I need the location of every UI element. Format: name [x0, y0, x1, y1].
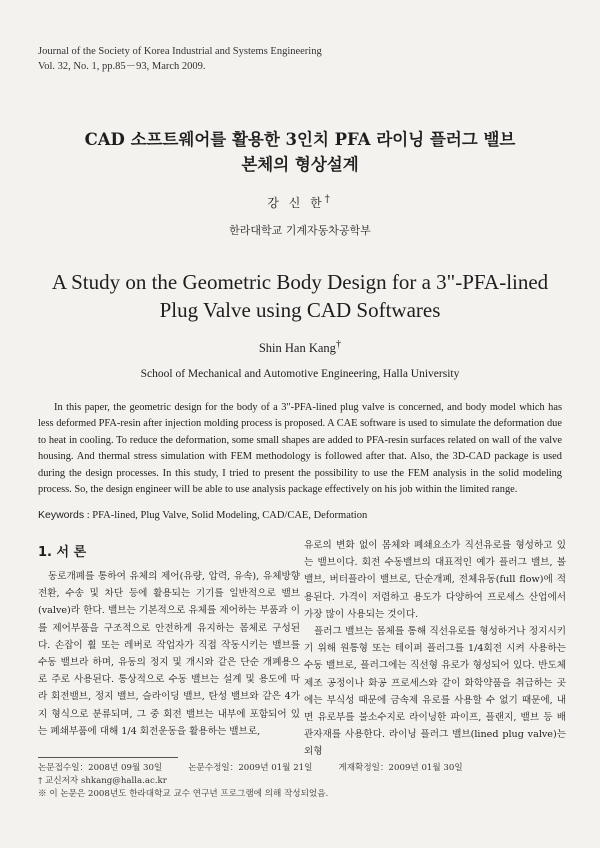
journal-header	[38, 44, 322, 74]
body-column-right	[304, 537, 566, 761]
korean-author-mark: †	[324, 194, 333, 205]
korean-affiliation: 한라대학교 기계자동차공학부	[229, 224, 371, 237]
section-heading: 1. 서 론	[38, 545, 87, 560]
english-affiliation: School of Mechanical and Automotive Engineering, Halla University	[140, 368, 460, 380]
english-author	[0, 339, 600, 356]
corresponding-author: † 교신저자 shkang@halla.ac.kr	[38, 776, 167, 786]
footnotes	[38, 762, 489, 801]
korean-title-line2: 본체의 형상설계	[241, 155, 359, 174]
korean-title	[0, 127, 600, 177]
journal-volume: Vol. 32, No. 1, pp.85－93, March 2009.	[38, 61, 206, 72]
body-paragraph: 동로개폐를 통하여 유체의 제어(유량, 압력, 유속), 유체방향전환, 수송 및 차단 등에 활용되는 기기를 일반적으로 밸브(valve)라 한다. 밸브는 기본적으로 유체를 제어하는 부품과 이를 제어부품을 구조적으로 안전하게 유지하는 몸체로 구성된다. 손잡이 휠 또는 레버로 작업자가 직접 작동시키는 밸브를 수동 밸브라 하며, 유동의 정지 및 개시와 같은 단순 개폐용으로 주로 사용된다. 통상적으로 수동 밸브는 설계 및 용도에 따라 회전밸브, 정지 밸브, 슬라이딩 밸브, 탄성 밸브와 같은 4가지 형식으로 분류되며, 그 중 회전 밸브는 내부에 포함되어 있는 폐쇄부품에 대해 1/4 회전운동을 활용하는 밸브로,	[38, 571, 300, 737]
keywords-label: Keywords	[38, 509, 85, 521]
funding-note: ※ 이 논문은 2008년도 한라대학교 교수 연구년 프로그램에 의해 작성되었음.	[38, 789, 329, 799]
body-paragraph: 플러그 밸브는 몸체를 통해 직선유로를 형성하거나 정지시키기 위해 원통형 또는 테이퍼 플러그를 1/4회전 시켜 사용하는 수동 밸브로, 플러그에는 직선형 유로가 형성되어 있다. 반도체 제조 공정이나 화공 프로세스와 같이 화학약품을 취급하는 곳에는 부식성 때문에 금속제 유로를 사용할 수 없기 때문에, 내면 유로부를 불소수지로 라이닝한 파이프, 플랜지, 밸브 등 배관자재를 사용한다. 라이닝 플러그 밸브(lined plug valve)는 외형	[304, 626, 566, 758]
keywords	[38, 509, 562, 521]
english-author-mark: †	[335, 339, 342, 350]
footnote-dates	[38, 762, 489, 775]
english-author-name: Shin Han Kang	[258, 341, 336, 356]
korean-author-name: 강 신 한	[267, 196, 325, 210]
english-title-line2: Plug Valve using CAD Softwares	[159, 298, 441, 322]
abstract: In this paper, the geometric design for the body of a 3"-PFA-lined plug valve is concerned, and body model which has less deformed PFA-resin after injection molding process is proposed. A CAE software is used to simulate the deformation due to heat in cooling. To reduce the deformation, some small shapes are added to PFA-resin surfaces related on wall of the valve housing. And thermal stress simulation with FEM methodology is followed after that. Also, the 3D-CAD package is used during the design processes. In this study, I tried to present the possibility to use the FEM analysis in the solid modeling process. So, the design engineer will be able to use analysis package effectively on his job within the limited range.	[38, 402, 562, 496]
keywords-value: : PFA-lined, Plug Valve, Solid Modeling, CAD/CAE, Deformation	[84, 510, 368, 521]
journal-name: Journal of the Society of Korea Industrial and Systems Engineering	[38, 46, 322, 57]
accepted-date: 게재확정일：2009년 01월 30일	[338, 763, 463, 773]
body-paragraph: 유로의 변화 없이 몸체와 폐쇄요소가 직선유로를 형성하고 있는 밸브이다. 회전 수동밸브의 대표적인 예가 플러그 밸브, 볼 밸브, 버터플라이 밸브로, 단순개폐, 전체유동(full flow)에 적용된다. 가격이 저렴하고 용도가 다양하여 프로세스 산업에서 가장 많이 사용되는 것이다.	[304, 540, 566, 620]
korean-author	[0, 194, 600, 211]
korean-title-line1: CAD 소프트웨어를 활용한 3인치 PFA 라이닝 플러그 밸브	[84, 130, 516, 149]
revised-date: 논문수정일：2009년 01월 21일	[188, 763, 313, 773]
english-title-line1: A Study on the Geometric Body Design for a 3"-PFA-lined	[51, 270, 549, 294]
received-date: 논문접수일：2008년 09월 30일	[38, 763, 163, 773]
body-column-left	[38, 568, 300, 740]
english-title	[0, 268, 600, 324]
footnote-rule	[38, 757, 178, 758]
